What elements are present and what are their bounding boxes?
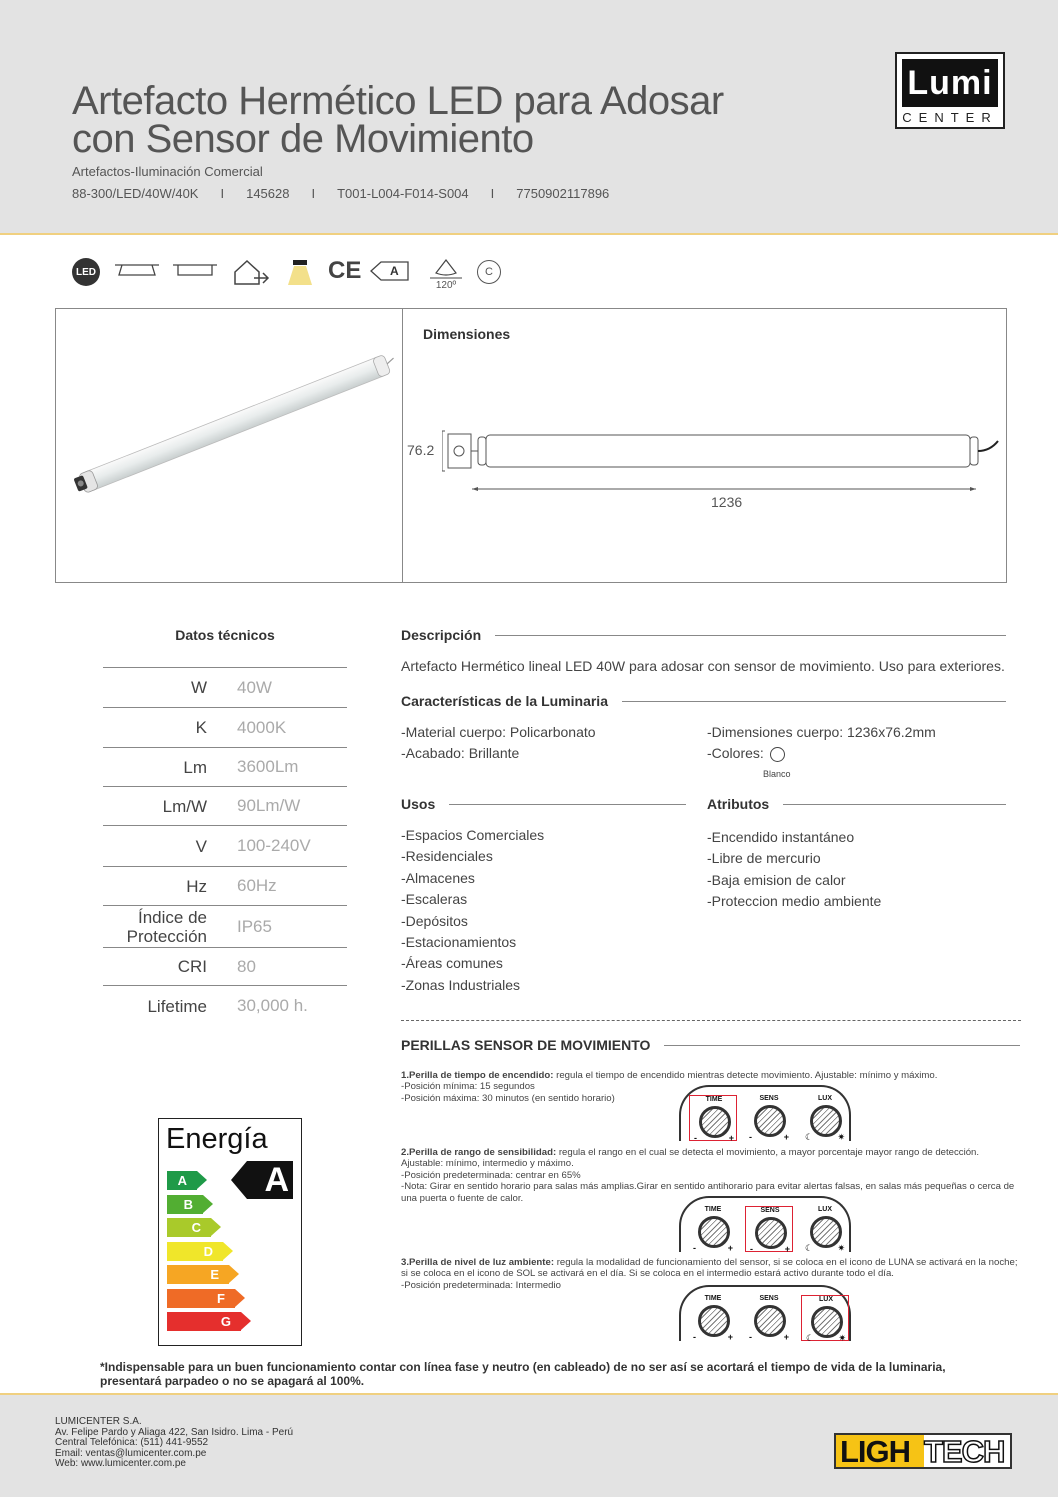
knob-2-heading: 2.Perilla de rango de sensibilidad: bbox=[401, 1147, 557, 1158]
knob-label: LUX bbox=[818, 1095, 832, 1102]
code-separator: I bbox=[220, 186, 225, 201]
knob-label: LUX bbox=[818, 1206, 832, 1213]
tech-row bbox=[103, 748, 347, 787]
sun-icon: ✷ bbox=[838, 1333, 846, 1343]
energy-class-letter: A bbox=[390, 264, 399, 278]
moon-icon: ☾ bbox=[805, 1132, 814, 1142]
product-codes bbox=[72, 186, 609, 201]
list-item: -Escaleras bbox=[401, 891, 468, 908]
knob-time bbox=[689, 1095, 737, 1141]
product-title bbox=[72, 79, 832, 161]
sensor-knob-panel bbox=[679, 1285, 851, 1341]
indoor-outdoor-icon bbox=[232, 258, 272, 286]
minus-sign: - bbox=[694, 1133, 697, 1143]
tech-value: 80 bbox=[237, 956, 256, 976]
lightech-logo bbox=[834, 1433, 1012, 1469]
knob-label: LUX bbox=[819, 1296, 833, 1303]
plus-sign: + bbox=[783, 1132, 789, 1142]
knob-3-line: -Posición predeterminada: Intermedio bbox=[401, 1279, 561, 1291]
lightech-logo-part-a: LIGH bbox=[836, 1435, 924, 1467]
header-band bbox=[0, 0, 1058, 235]
knob-1-desc bbox=[401, 1070, 1021, 1081]
dashed-divider bbox=[401, 1020, 1021, 1021]
model-code: 88-300/LED/40W/40K bbox=[72, 186, 199, 201]
tech-value: 60Hz bbox=[237, 876, 277, 895]
atributos-title: Atributos bbox=[707, 796, 783, 812]
feature-item: -Material cuerpo: Policarbonato bbox=[401, 724, 596, 740]
tech-key: V bbox=[195, 836, 207, 856]
sensor-title: PERILLAS SENSOR DE MOVIMIENTO bbox=[401, 1037, 664, 1053]
knob-scale bbox=[689, 1332, 737, 1342]
list-item: -Almacenes bbox=[401, 869, 475, 886]
knob-scale bbox=[745, 1132, 793, 1142]
knob-scale bbox=[801, 1243, 849, 1254]
features-right bbox=[707, 722, 936, 765]
knob-lux bbox=[801, 1295, 849, 1341]
knob-2-desc bbox=[401, 1147, 1021, 1170]
title-line-2: con Sensor de Movimiento bbox=[72, 117, 534, 161]
tech-row bbox=[103, 826, 347, 867]
company-email: Email: ventas@lumicenter.com.pe bbox=[55, 1447, 207, 1459]
tech-key: Hz bbox=[186, 876, 207, 896]
footnote: *Indispensable para un buen funcionamiento contar con línea fase y neutro (en cableado) de no ser así se acortará el tiempo de vida de la luminaria, presentará parpadeo o no se apagará al 100%. bbox=[100, 1360, 946, 1388]
tech-value: 90Lm/W bbox=[237, 796, 301, 815]
usos-title: Usos bbox=[401, 796, 449, 812]
energy-class-bar: A bbox=[167, 1171, 197, 1190]
list-item: -Encendido instantáneo bbox=[707, 829, 855, 845]
code-separator: I bbox=[311, 186, 316, 201]
energy-title: Energía bbox=[166, 1123, 268, 1155]
knob-label: TIME bbox=[704, 1206, 722, 1213]
tech-value: 30,000 h. bbox=[237, 996, 308, 1015]
energy-rating: A bbox=[247, 1161, 293, 1199]
list-item: -Estacionamientos bbox=[401, 934, 517, 951]
knob-lux bbox=[801, 1095, 849, 1141]
knob-scale bbox=[801, 1132, 849, 1143]
knob-2-line: -Nota: Girar en sentido horario para salas más amplias.Girar en sentido antihorario para evitar alertas falsas, en salas más pequeñas o cerca de una puerta o fuente de calor. bbox=[401, 1181, 1015, 1204]
knob-label: SENS bbox=[759, 1295, 779, 1302]
knob-label: SENS bbox=[760, 1207, 780, 1214]
list-item: -Zonas Industriales bbox=[401, 976, 521, 993]
usos-list bbox=[401, 825, 544, 996]
logo-sub: CENTER bbox=[902, 110, 998, 125]
moon-icon: ☾ bbox=[806, 1333, 815, 1343]
knob-1-detail: regula el tiempo de encendido mientras detecte movimiento. Ajustable: mínimo y máximo. bbox=[553, 1070, 938, 1081]
company-phone: Central Telefónica: (511) 441-9552 bbox=[55, 1437, 209, 1449]
box-divider bbox=[402, 309, 403, 582]
tech-data-title: Datos técnicos bbox=[175, 627, 275, 643]
atributos-list bbox=[707, 827, 881, 913]
catalog-code: T001-L004-F014-S004 bbox=[337, 186, 469, 201]
energy-label bbox=[158, 1118, 302, 1346]
plus-sign: + bbox=[728, 1133, 734, 1143]
beam-angle-icon bbox=[428, 256, 464, 292]
energy-class-bar: F bbox=[167, 1289, 235, 1308]
knob-3-desc bbox=[401, 1257, 1021, 1280]
list-item: -Libre de mercurio bbox=[707, 850, 821, 867]
beam-angle-label: 120º bbox=[435, 279, 457, 291]
company-address: Av. Felipe Pardo y Aliaga 422, San Isidro. Lima - Perú bbox=[55, 1426, 294, 1438]
knob-time bbox=[689, 1206, 737, 1252]
tech-value: 4000K bbox=[237, 717, 287, 737]
title-line-1: Artefacto Hermético LED para Adosar bbox=[72, 79, 724, 123]
product-photo bbox=[56, 309, 402, 582]
knob-1-heading: 1.Perilla de tiempo de encendido: bbox=[401, 1070, 554, 1081]
features-title: Características de la Luminaria bbox=[401, 693, 622, 709]
led-icon: LED bbox=[72, 258, 100, 286]
colors-label: -Colores: bbox=[707, 745, 764, 762]
knob-scale bbox=[746, 1244, 794, 1254]
company-info bbox=[55, 1417, 293, 1470]
sun-icon: ✷ bbox=[837, 1243, 845, 1253]
knob-1-line: -Posición máxima: 30 minutos (en sentido horario) bbox=[401, 1092, 615, 1104]
tech-row bbox=[103, 986, 347, 1026]
tech-data-table bbox=[103, 667, 347, 1026]
color-name: Blanco bbox=[763, 769, 791, 779]
tech-row bbox=[103, 708, 347, 748]
minus-sign: - bbox=[693, 1332, 696, 1342]
sensor-knob-panel bbox=[679, 1196, 851, 1252]
plus-sign: + bbox=[727, 1332, 733, 1342]
knob-scale bbox=[689, 1243, 737, 1253]
dimension-height: 76.2 bbox=[407, 442, 435, 458]
energy-class-icon bbox=[370, 260, 410, 282]
feature-dimensions: -Dimensiones cuerpo: 1236x76.2mm bbox=[707, 724, 936, 740]
knob-sens bbox=[745, 1206, 793, 1252]
description-text: Artefacto Hermético lineal LED 40W para adosar con sensor de movimiento. Uso para exteriores. bbox=[401, 658, 1005, 674]
sensor-knob-panel bbox=[679, 1085, 851, 1141]
tech-row bbox=[103, 668, 347, 708]
feature-colors bbox=[707, 743, 936, 764]
company-name: LUMICENTER S.A. bbox=[55, 1416, 142, 1427]
knob-2-line: -Posición predeterminada: centrar en 65% bbox=[401, 1169, 581, 1181]
energy-class-bar: D bbox=[167, 1242, 223, 1261]
moon-icon: ☾ bbox=[805, 1243, 814, 1253]
knob-scale bbox=[802, 1333, 850, 1344]
knob-label: TIME bbox=[704, 1295, 722, 1302]
category: Artefactos-Iluminación Comercial bbox=[72, 164, 263, 179]
plus-sign: + bbox=[784, 1244, 790, 1254]
knob-label: SENS bbox=[759, 1095, 779, 1102]
knob-sens bbox=[745, 1295, 793, 1341]
energy-class-bar: G bbox=[167, 1312, 241, 1331]
plus-sign: + bbox=[727, 1243, 733, 1253]
tech-key: W bbox=[190, 678, 207, 697]
dimensions-title: Dimensiones bbox=[423, 326, 511, 342]
list-item: -Baja emision de calor bbox=[707, 871, 846, 888]
description-title: Descripción bbox=[401, 627, 495, 643]
lumicenter-logo bbox=[895, 52, 1005, 129]
tech-key: Lm bbox=[183, 757, 207, 777]
minus-sign: - bbox=[749, 1132, 752, 1142]
plus-sign: + bbox=[783, 1332, 789, 1342]
knob-sens bbox=[745, 1095, 793, 1141]
beam-light-icon bbox=[286, 258, 314, 286]
code-separator: I bbox=[490, 186, 495, 201]
energy-class-bar: B bbox=[167, 1195, 203, 1214]
list-item: -Espacios Comerciales bbox=[401, 827, 545, 843]
knob-2-detail: regula el rango en el cual se detecta el movimiento, a mayor porcentaje mayor rango de detección. Ajustable: mínimo, intermedio y máximo. bbox=[401, 1147, 980, 1170]
tech-row bbox=[103, 948, 347, 986]
tech-row bbox=[103, 906, 347, 948]
tech-key: CRI bbox=[177, 957, 207, 976]
sku-code: 145628 bbox=[246, 186, 290, 201]
features-left bbox=[401, 722, 596, 765]
dimension-length: 1236 bbox=[711, 494, 743, 510]
tech-key: K bbox=[195, 718, 207, 737]
tech-key: Lm/W bbox=[162, 796, 207, 816]
feature-item: -Acabado: Brillante bbox=[401, 745, 520, 762]
list-item: -Depósitos bbox=[401, 912, 468, 929]
list-item: -Áreas comunes bbox=[401, 955, 503, 972]
tech-value: 40W bbox=[237, 677, 272, 697]
list-item: -Proteccion medio ambiente bbox=[707, 893, 882, 910]
tech-value: 100-240V bbox=[237, 836, 311, 855]
tech-row bbox=[103, 867, 347, 906]
energy-class-bar: C bbox=[167, 1218, 211, 1237]
energy-class-bar: E bbox=[167, 1265, 229, 1284]
minus-sign: - bbox=[749, 1332, 752, 1342]
color-swatch-white bbox=[770, 747, 785, 762]
knob-3-heading: 3.Perilla de nivel de luz ambiente: bbox=[401, 1257, 555, 1268]
tech-key: Índice de Protección bbox=[126, 907, 207, 946]
class-c-icon: C bbox=[477, 260, 501, 284]
footer-band bbox=[0, 1393, 1058, 1497]
sun-icon: ✷ bbox=[837, 1132, 845, 1142]
knob-1-line: -Posición mínima: 15 segundos bbox=[401, 1081, 535, 1093]
knob-scale bbox=[745, 1332, 793, 1342]
logo-main: Lumi bbox=[902, 59, 998, 107]
knob-lux bbox=[801, 1206, 849, 1252]
surface-fixture-icon bbox=[172, 262, 218, 278]
minus-sign: - bbox=[750, 1244, 753, 1254]
tech-key: Lifetime bbox=[147, 996, 207, 1016]
knob-label: TIME bbox=[705, 1096, 723, 1103]
knob-time bbox=[689, 1295, 737, 1341]
dimension-drawing bbox=[442, 427, 1002, 497]
knob-scale bbox=[690, 1133, 738, 1143]
recessed-fixture-icon bbox=[114, 262, 160, 278]
ean-code: 7750902117896 bbox=[516, 186, 610, 201]
tech-value: 3600Lm bbox=[237, 757, 299, 776]
lightech-logo-part-b: TECH bbox=[924, 1435, 1010, 1467]
tech-row bbox=[103, 787, 347, 826]
list-item: -Residenciales bbox=[401, 848, 493, 865]
company-web: Web: www.lumicenter.com.pe bbox=[55, 1458, 186, 1470]
ce-mark-icon: CE bbox=[328, 257, 362, 284]
tech-value: IP65 bbox=[237, 916, 272, 936]
knob-3-detail: regula la modalidad de funcionamiento del sensor, si se coloca en el icono de LUNA se activará en la noche; si se coloca en el icono de SOL se activará en el día. Si se coloca en el intermedio estará activo durante todo el día. bbox=[401, 1257, 1018, 1280]
product-image-box bbox=[55, 308, 1007, 583]
minus-sign: - bbox=[693, 1243, 696, 1253]
